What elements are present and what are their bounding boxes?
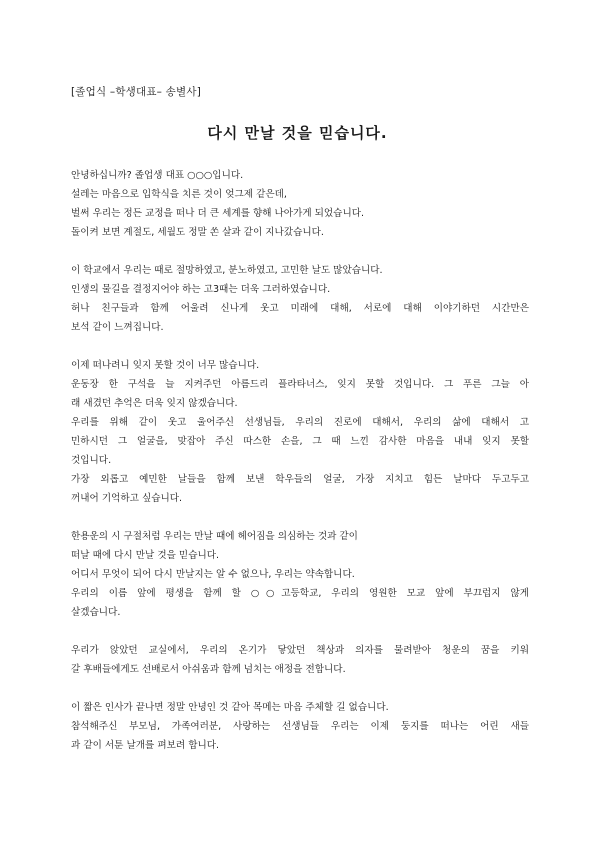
text-line: 것입니다. — [71, 455, 112, 466]
text-line: 우리의 이름 앞에 평생을 함께 할 ○○고등학교, 우리의 영원한 모교 앞에 부끄럽지 않게 — [71, 588, 529, 599]
text-line: 돌이켜 보면 계절도, 세월도 정말 쏜 살과 같이 지나갔습니다. — [71, 227, 324, 238]
text-line: 이 학교에서 우리는 때로 절망하였고, 분노하였고, 고민한 날도 많았습니다. — [71, 265, 383, 276]
document-title: 다시 만날 것을 믿습니다. — [207, 124, 388, 142]
text-line: 안녕하십니까? 졸업생 대표 ○○○입니다. — [71, 170, 244, 181]
paragraph — [71, 698, 529, 755]
text-line: 한용운의 시 구절처럼 우리는 만날 때에 헤어짐을 의심하는 것과 같이 — [71, 531, 358, 542]
text-line: 허나 친구들과 함께 어울려 신나게 웃고 미래에 대해, 서로에 대해 이야기하던 시간만은 — [71, 303, 529, 314]
document-tag: [졸업식 –학생대표– 송별사] — [71, 86, 201, 98]
document-body — [71, 166, 529, 774]
text-line: 가장 외롭고 예민한 날들을 함께 보낸 학우들의 얼굴, 가장 지치고 힘든 날마다 두고두고 — [71, 474, 529, 485]
text-line: 인생의 물길을 결정지어야 하는 고3때는 더욱 그러하였습니다. — [71, 284, 331, 295]
paragraph — [71, 261, 529, 337]
text-line: 민하시던 그 얼굴을, 맞잡아 주신 따스한 손을, 그 때 느낀 감사한 마음을 내내 잊지 못할 — [71, 436, 529, 447]
text-line: 설레는 마음으로 입학식을 치른 것이 엊그제 같은데, — [71, 189, 287, 200]
text-line: 우리를 위해 같이 웃고 울어주신 선생님들, 우리의 진로에 대해서, 우리의 삶에 대해서 고 — [71, 417, 529, 428]
paragraph — [71, 641, 529, 679]
text-line: 보석 같이 느껴집니다. — [71, 322, 164, 333]
paragraph — [71, 166, 529, 242]
text-line: 어디서 무엇이 되어 다시 만날지는 알 수 없으나, 우리는 약속합니다. — [71, 569, 355, 580]
paragraph — [71, 356, 529, 508]
text-line: 갈 후배들에게도 선배로서 아쉬움과 함께 넘치는 애정을 전합니다. — [71, 664, 346, 675]
text-line: 참석해주신 부모님, 가족여러분, 사랑하는 선생님들 우리는 이제 둥지를 떠나는 어린 새들 — [71, 721, 529, 732]
text-line: 떠날 때에 다시 만날 것을 믿습니다. — [71, 550, 220, 561]
text-line: 이 짧은 인사가 끝나면 정말 안녕인 것 같아 목메는 마음 주체할 길 없습니다. — [71, 702, 389, 713]
text-line: 운동장 한 구석을 늘 지켜주던 아름드리 플라타너스, 잊지 못할 것입니다. 그 푸른 그늘 아 — [71, 379, 529, 390]
text-line: 벌써 우리는 정든 교정을 떠나 더 큰 세계를 향해 나아가게 되었습니다. — [71, 208, 365, 219]
text-line: 살겠습니다. — [71, 607, 121, 618]
text-line: 우리가 앉았던 교실에서, 우리의 온기가 닿았던 책상과 의자를 물려받아 청운의 꿈을 키워 — [71, 645, 529, 656]
text-line: 꺼내어 기억하고 싶습니다. — [71, 493, 183, 504]
text-line: 이제 떠나려니 잊지 못할 것이 너무 많습니다. — [71, 360, 260, 371]
text-line: 과 같이 서툰 날개를 펴보려 합니다. — [71, 740, 220, 751]
paragraph — [71, 527, 529, 622]
text-line: 래 새겼던 추억은 더욱 잊지 않겠습니다. — [71, 398, 238, 409]
